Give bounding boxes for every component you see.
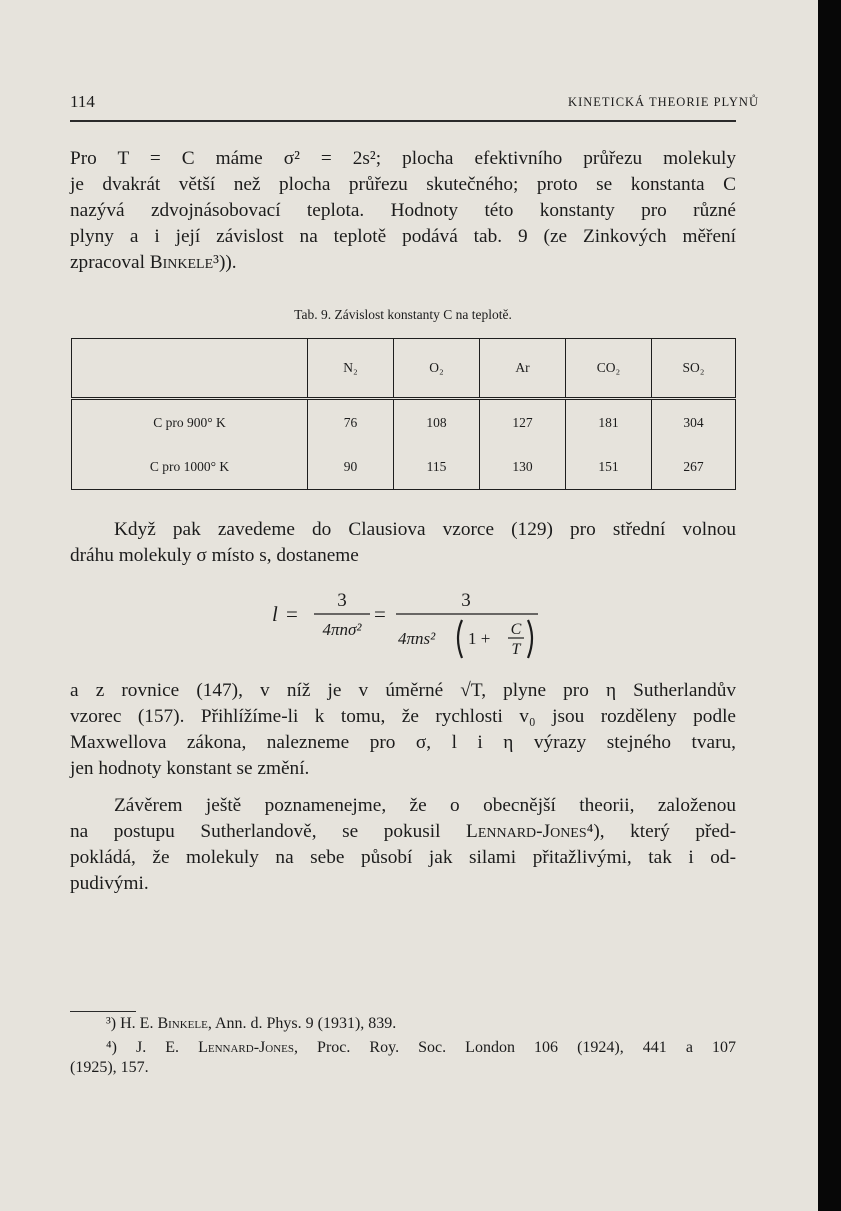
footnote-4 [106, 1038, 736, 1058]
text-line: pudivými. [70, 873, 149, 894]
footnote-author: H. E. Binkele [120, 1015, 208, 1032]
formula-one-plus: 1 + [468, 629, 491, 648]
paragraph-1 [70, 146, 736, 276]
mean-free-path-formula [270, 580, 570, 670]
row-label: C pro 900° K [72, 399, 308, 446]
table-cell: 304 [652, 399, 736, 446]
table-cell: 181 [566, 399, 652, 446]
text-line: Závěrem ještě poznamenejme, že o obecnější theorii, založenou [114, 795, 736, 816]
table-header-cell: N₂ [308, 339, 394, 399]
text-line: plyny a i její závislost na teplotě podává tab. 9 (ze Zinkových měření [70, 226, 736, 247]
formula-equals: = [286, 602, 298, 626]
table-cell: 108 [394, 399, 480, 446]
author-name: Lennard-Jones [466, 821, 587, 842]
table-cell: 76 [308, 399, 394, 446]
footnote-text: , Ann. d. Phys. 9 (1931), 839. [207, 1015, 397, 1032]
formula-lhs: l [272, 602, 278, 626]
table-header-cell [72, 339, 308, 399]
text-fragment: na postupu Sutherlandově, se pokusil [70, 821, 467, 842]
formula-numerator: 3 [461, 590, 471, 611]
text-line: pokládá, že molekuly na sebe působí jak silami přitažlivými, tak i od- [70, 847, 736, 868]
text-line: Pro T = C máme σ² = 2s²; plocha efektivního průřezu molekuly [70, 148, 736, 169]
footnote-rule [70, 1011, 136, 1012]
running-head: KINETICKÁ THEORIE PLYNŮ [568, 95, 759, 109]
text-fragment: ⁴), který před- [586, 821, 736, 842]
footnote-3 [106, 1014, 396, 1034]
footnote-4-continued: (1925), 157. [70, 1059, 149, 1076]
footnote-text: , Proc. Roy. Soc. London 106 (1924), 441 a 107 [293, 1039, 737, 1056]
left-paren [458, 620, 462, 658]
table-cell: 267 [652, 445, 736, 489]
text-fragment: ³)). [213, 252, 237, 273]
formula-denominator: 4πnσ² [322, 620, 362, 639]
text-line [70, 250, 736, 276]
footnote-author: J. E. Lennard-Jones [135, 1039, 294, 1056]
table-header-cell: Ar [480, 339, 566, 399]
author-name: Binkele [149, 252, 214, 273]
table-caption: Tab. 9. Závislost konstanty C na teplotě. [294, 307, 512, 322]
formula-denominator: 4πns² [398, 629, 436, 648]
footnote-mark: ⁴) [106, 1039, 136, 1056]
inner-denominator: T [511, 641, 521, 658]
text-fragment: zpracoval [70, 252, 150, 273]
table-header-cell: O₂ [394, 339, 480, 399]
paragraph-3 [70, 678, 736, 782]
paragraph-2 [70, 517, 736, 569]
row-label: C pro 1000° K [72, 445, 308, 489]
right-paren [528, 620, 532, 658]
text-line: je dvakrát větší než plocha průřezu skutečného; proto se konstanta C [70, 174, 736, 195]
table-header-cell: CO₂ [566, 339, 652, 399]
inner-numerator: C [510, 621, 522, 638]
table-cell: 130 [480, 445, 566, 489]
header-rule [70, 120, 736, 122]
text-line: Když pak zavedeme do Clausiova vzorce (129) pro střední volnou [114, 519, 736, 540]
footnote-mark: ³) [106, 1015, 121, 1032]
table-cell: 115 [394, 445, 480, 489]
table-header-cell: SO₂ [652, 339, 736, 399]
text-line: Maxwellova zákona, nalezneme pro σ, l i η výrazy stejného tvaru, [70, 732, 736, 753]
text-line: nazývá zdvojnásobovací teplota. Hodnoty této konstanty pro různé [70, 200, 736, 221]
table-row [72, 445, 736, 489]
text-line: dráhu molekuly σ místo s, dostaneme [70, 545, 359, 566]
book-spine-shadow [818, 0, 841, 1211]
constant-table [71, 338, 736, 490]
formula-numerator: 3 [337, 590, 347, 611]
table-cell: 127 [480, 399, 566, 446]
paragraph-4 [70, 793, 736, 897]
text-line: a z rovnice (147), v níž je v úměrné √T, plyne pro η Sutherlandův [70, 680, 736, 701]
table-cell: 90 [308, 445, 394, 489]
table-header-row [72, 339, 736, 399]
table-row [72, 399, 736, 446]
text-line: vzorec (157). Přihlížíme-li k tomu, že rychlosti v₀ jsou rozděleny podle [70, 706, 736, 727]
text-line: jen hodnoty konstant se změní. [70, 758, 310, 779]
text-line [70, 819, 736, 845]
formula-equals: = [374, 602, 386, 626]
page-number: 114 [70, 92, 95, 111]
table-cell: 151 [566, 445, 652, 489]
